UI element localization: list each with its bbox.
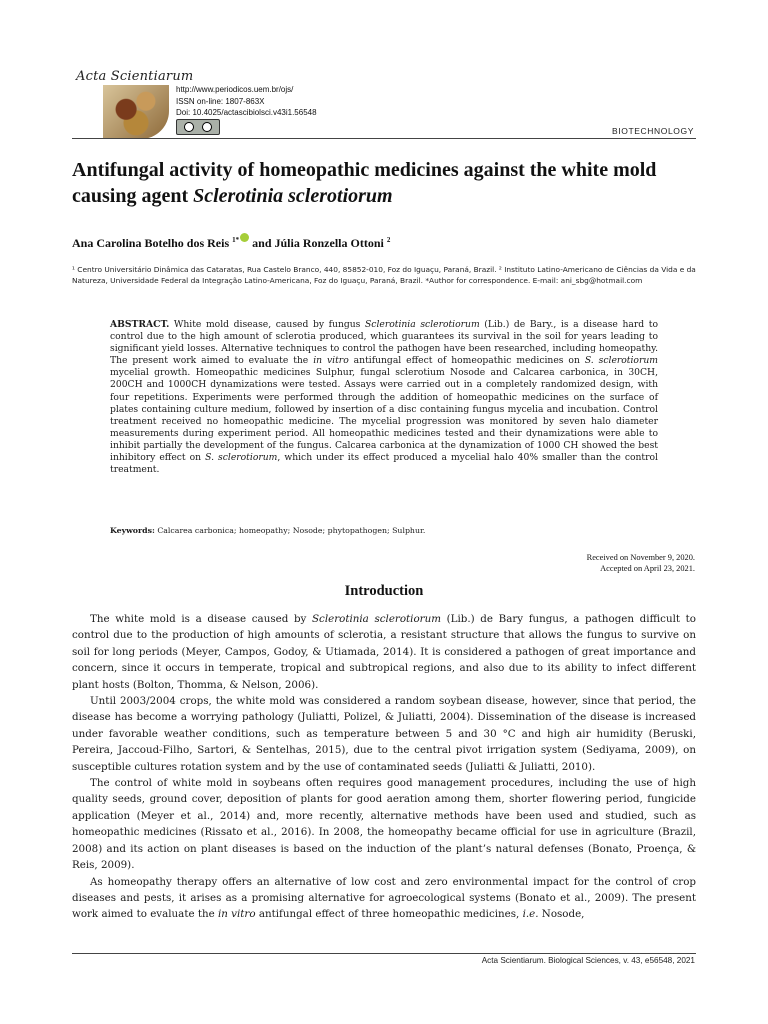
- accepted-date: Accepted on April 23, 2021.: [600, 563, 695, 573]
- paragraph-text: As homeopathy therapy offers an alternative of low cost and zero environmental impact for the control of crop diseases and pests, it arises as a promising alternative for agroecological systems (Bonato et al., 2009). The present work aimed to evaluate the: [72, 875, 696, 921]
- cc-by-icon[interactable]: [176, 119, 220, 135]
- abstract-text: White mold disease, caused by fungus: [169, 319, 366, 330]
- abstract-text: (Lib.) de Bary., is a disease hard to control due to the high amount of sclerotia produced, which guarantees its survival in the soil for years leading to significant yield losses. Alternative techniques to control the pathogen have been researched, including homeopathy. The present work aimed to evaluate the: [110, 319, 658, 367]
- abstract-italic: in vitro: [313, 355, 349, 367]
- paragraph-italic: i.e.: [522, 908, 539, 921]
- section-tag: BIOTECHNOLOGY: [612, 126, 694, 136]
- received-date: Received on November 9, 2020.: [586, 553, 695, 562]
- journal-url-link[interactable]: http://www.periodicos.uem.br/ojs/: [176, 85, 294, 94]
- author-2-marker: 2: [386, 236, 391, 244]
- paragraph: [72, 611, 696, 693]
- keywords: [110, 526, 658, 535]
- journal-header-info: [176, 84, 317, 119]
- paragraph-text: Until 2003/2004 crops, the white mold was considered a random soybean disease, however, since that period, the disease has become a worrying pathology (Juliatti, Polizel, & Juliatti, 2004). Dissemination of the disease is increased under favorable weather conditions, such as temperature between 5 and 30 °C and high air humidity (Beruski, Pereira, Jaccoud-Filho, Sartori, & Sentelhas, 2015), due to the central pivot irrigation system (Sediyama, 2009), on susceptible cultures rotation system and by the use of contaminated seeds (Juliatti & Juliatti, 2010).: [72, 695, 696, 773]
- paragraph-text: Nosode,: [538, 908, 585, 921]
- keywords-list: Calcarea carbonica; homeopathy; Nosode; phytopathogen; Sulphur.: [154, 526, 426, 535]
- author-1: Ana Carolina Botelho dos Reis: [72, 236, 233, 250]
- abstract-text: mycelial growth. Homeopathic medicines Sulphur, fungal sclerotium Nosode and Calcarea carbonica, in 30CH, 200CH and 1000CH dynamizations were tested. Assays were carried out in a completely randomized design, with four repetitions. Experiments were performed through the addition of homeopathic medicines on the surface of plates containing culture medium, followed by insertion of a disc containing fungus mycelia and incubation. Control treatment received no homeopathic medicine. The mycelial progression was monitored by seven halo diameter measurements during experiment period. All homeopathic medicines tested and their dynamizations were able to inhibit partially the development of the fungus. Calcarea carbonica at the dynamization of 1000 CH showed the best inhibitory effect on: [110, 367, 658, 464]
- title-main: Antifungal activity of homeopathic medicines against the white mold causing agent: [72, 159, 657, 207]
- keywords-label: Keywords:: [110, 526, 155, 535]
- paragraph-text: The white mold is a disease caused by: [90, 613, 312, 625]
- paragraph: [72, 874, 696, 923]
- header-divider: [72, 138, 696, 139]
- paragraph-italic: Sclerotinia sclerotiorum: [312, 613, 441, 625]
- paragraph-text: The control of white mold in soybeans often requires good management procedures, including the use of high quality seeds, ground cover, deposition of plants for good aeration among them, shorter flowering period, fungicide application (Meyer et al., 2014) and, more recently, alternative methods have been used and studied, such as homeopathic medicines (Rissato et al., 2016). In 2008, the homeopathy became official for use in agriculture (Brazil, 2008) and its action on plant diseases is based on the induction of the plant’s natural defenses (Bonato, Proença, & Reis, 2009).: [72, 777, 696, 872]
- by-icon: [202, 122, 212, 132]
- paragraph: [72, 693, 696, 775]
- issn-text: ISSN on-line: 1807-863X: [176, 96, 265, 106]
- orcid-icon[interactable]: [240, 233, 249, 242]
- cc-icon: [184, 122, 194, 132]
- author-1-marker: 1*: [232, 236, 240, 244]
- author-list: [72, 233, 390, 251]
- abstract-italic: S. sclerotiorum: [584, 355, 658, 367]
- journal-logo-text: Acta Scientiarum: [76, 69, 194, 84]
- abstract-italic: S. sclerotiorum: [205, 452, 278, 464]
- abstract-text: antifungal effect of homeopathic medicines on: [348, 355, 585, 367]
- introduction-body: [72, 611, 696, 923]
- abstract-italic: Sclerotinia sclerotiorum: [365, 319, 480, 330]
- title-species: Sclerotinia sclerotiorum: [193, 185, 393, 207]
- abstract-label: ABSTRACT.: [110, 319, 170, 330]
- article-dates: [587, 553, 695, 574]
- journal-logo-image: [103, 85, 169, 139]
- affiliations: ¹ Centro Universitário Dinâmica das Cataratas, Rua Castelo Branco, 440, 85852-010, Foz do Iguaçu, Paraná, Brazil. ² Instituto Latino-Americano de Ciências da Vida e da Natureza, Universidade Federal da Integração Latino-Americana, Foz do Iguaçu, Paraná, Brazil. *Author for correspondence. E-mail: ani_sbg@hotmail.com: [72, 265, 696, 285]
- paragraph-text: antifungal effect of three homeopathic medicines,: [255, 908, 523, 921]
- abstract: [110, 319, 658, 476]
- paragraph: [72, 775, 696, 873]
- footer-citation: Acta Scientiarum. Biological Sciences, v. 43, e56548, 2021: [481, 956, 695, 965]
- paragraph-text: (Lib.) de Bary fungus, a pathogen difficult to control due to the production of high amounts of sclerotia, a resistant structure that allows the fungus to survive on soil for long periods (Meyer, Campos, Godoy, & Utiamada, 2014). It is considered a pathogen of great importance and concern, since it occurs in temperate, tropical and subtropical regions, and also due to its ability to infect different plant hosts (Bolton, Thomma, & Nelson, 2006).: [72, 613, 696, 691]
- author-2: and Júlia Ronzella Ottoni: [249, 236, 387, 250]
- footer-divider: [72, 953, 696, 954]
- doi-link[interactable]: Doi: 10.4025/actascibiolsci.v43i1.56548: [176, 108, 317, 117]
- abstract-text: , which under its effect produced a mycelial halo 40% smaller than the control treatment.: [110, 452, 658, 476]
- section-heading-introduction: Introduction: [344, 583, 424, 599]
- article-title: [72, 157, 692, 209]
- paragraph-italic: in vitro: [217, 908, 256, 921]
